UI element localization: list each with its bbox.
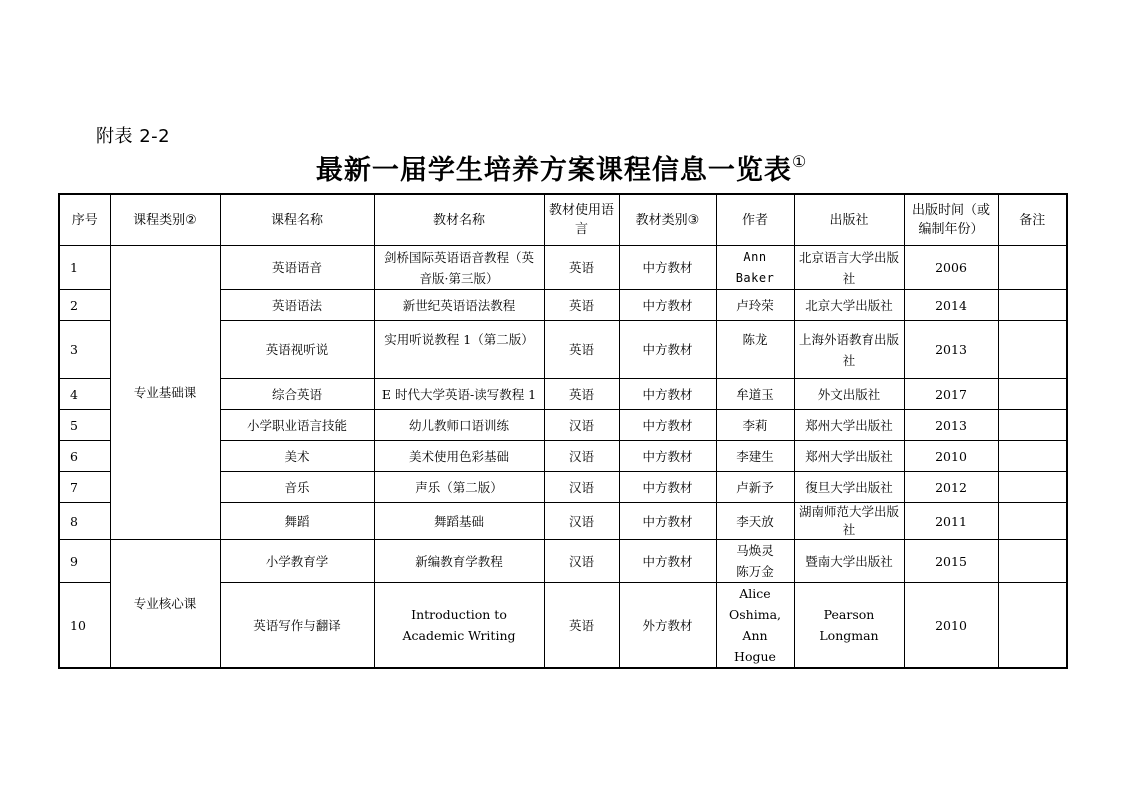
- cell-seq: 6: [59, 441, 110, 472]
- cell-textbook: Introduction to Academic Writing: [374, 583, 544, 669]
- cell-course: 综合英语: [220, 379, 374, 410]
- cell-note: [998, 321, 1067, 379]
- cell-seq: 1: [59, 246, 110, 290]
- title-text: 最新一届学生培养方案课程信息一览表: [315, 155, 792, 186]
- table-row: [59, 540, 1067, 583]
- cell-seq: 8: [59, 503, 110, 540]
- cell-type: 中方教材: [619, 290, 716, 321]
- cell-publisher: 上海外语教育出版社: [794, 321, 904, 379]
- cell-year: 2010: [904, 441, 998, 472]
- cell-category-core: 专业核心课: [110, 540, 220, 669]
- cell-type: 外方教材: [619, 583, 716, 669]
- cell-publisher: 北京语言大学出版社: [794, 246, 904, 290]
- cell-author: 李莉: [716, 410, 794, 441]
- cell-textbook: 实用听说教程 1（第二版）: [374, 321, 544, 379]
- cell-year: 2013: [904, 410, 998, 441]
- cell-author: Alice Oshima, Ann Hogue: [716, 583, 794, 669]
- cell-publisher: 暨南大学出版社: [794, 540, 904, 583]
- header-author: 作者: [716, 194, 794, 246]
- cell-seq: 10: [59, 583, 110, 669]
- cell-language: 英语: [544, 321, 619, 379]
- cell-type: 中方教材: [619, 246, 716, 290]
- cell-course: 美术: [220, 441, 374, 472]
- cell-year: 2011: [904, 503, 998, 540]
- cell-author: 马焕灵 陈万金: [716, 540, 794, 583]
- cell-category-basic: 专业基础课: [110, 246, 220, 540]
- cell-language: 汉语: [544, 410, 619, 441]
- cell-course: 英语写作与翻译: [220, 583, 374, 669]
- cell-textbook: 幼儿教师口语训练: [374, 410, 544, 441]
- cell-author: 李天放: [716, 503, 794, 540]
- header-seq: 序号: [59, 194, 110, 246]
- cell-textbook: 美术使用色彩基础: [374, 441, 544, 472]
- cell-publisher: 郑州大学出版社: [794, 441, 904, 472]
- cell-seq: 4: [59, 379, 110, 410]
- cell-note: [998, 503, 1067, 540]
- cell-textbook: 新世纪英语语法教程: [374, 290, 544, 321]
- cell-seq: 3: [59, 321, 110, 379]
- cell-note: [998, 540, 1067, 583]
- cell-note: [998, 583, 1067, 669]
- cell-year: 2012: [904, 472, 998, 503]
- cell-author: 卢玲荣: [716, 290, 794, 321]
- cell-course: 英语语法: [220, 290, 374, 321]
- cell-language: 英语: [544, 290, 619, 321]
- cell-textbook: 舞蹈基础: [374, 503, 544, 540]
- caption: 附表 2-2: [96, 126, 171, 147]
- cell-type: 中方教材: [619, 472, 716, 503]
- cell-seq: 2: [59, 290, 110, 321]
- cell-course: 英语语音: [220, 246, 374, 290]
- cell-course: 音乐: [220, 472, 374, 503]
- cell-textbook: 新编教育学教程: [374, 540, 544, 583]
- cell-course: 舞蹈: [220, 503, 374, 540]
- cell-type: 中方教材: [619, 321, 716, 379]
- page-title: [0, 148, 1123, 187]
- cell-language: 英语: [544, 246, 619, 290]
- table-header-row: [59, 194, 1067, 246]
- cell-textbook: 声乐（第二版）: [374, 472, 544, 503]
- cell-publisher: 北京大学出版社: [794, 290, 904, 321]
- cell-type: 中方教材: [619, 410, 716, 441]
- cell-type: 中方教材: [619, 379, 716, 410]
- cell-course: 小学职业语言技能: [220, 410, 374, 441]
- cell-year: 2006: [904, 246, 998, 290]
- header-course: 课程名称: [220, 194, 374, 246]
- cell-type: 中方教材: [619, 540, 716, 583]
- table-row: [59, 246, 1067, 290]
- header-textbook: 教材名称: [374, 194, 544, 246]
- header-category: 课程类别②: [110, 194, 220, 246]
- cell-language: 汉语: [544, 503, 619, 540]
- header-language: 教材使用语言: [544, 194, 619, 246]
- cell-year: 2013: [904, 321, 998, 379]
- cell-author: 李建生: [716, 441, 794, 472]
- cell-language: 汉语: [544, 441, 619, 472]
- cell-language: 汉语: [544, 540, 619, 583]
- cell-seq: 5: [59, 410, 110, 441]
- header-note: 备注: [998, 194, 1067, 246]
- cell-year: 2014: [904, 290, 998, 321]
- course-info-table: [58, 193, 1068, 669]
- header-publisher: 出版社: [794, 194, 904, 246]
- cell-note: [998, 410, 1067, 441]
- cell-year: 2017: [904, 379, 998, 410]
- cell-year: 2015: [904, 540, 998, 583]
- cell-author: 牟道玉: [716, 379, 794, 410]
- cell-language: 汉语: [544, 472, 619, 503]
- cell-author: 陈龙: [716, 321, 794, 379]
- cell-language: 英语: [544, 583, 619, 669]
- cell-course: 小学教育学: [220, 540, 374, 583]
- cell-publisher: Pearson Longman: [794, 583, 904, 669]
- title-footnote-mark: ①: [791, 152, 808, 171]
- cell-note: [998, 441, 1067, 472]
- cell-seq: 9: [59, 540, 110, 583]
- cell-seq: 7: [59, 472, 110, 503]
- cell-type: 中方教材: [619, 441, 716, 472]
- cell-note: [998, 472, 1067, 503]
- cell-publisher: 湖南师范大学出版社: [794, 503, 904, 540]
- header-year: 出版时间（或编制年份）: [904, 194, 998, 246]
- cell-textbook: E 时代大学英语-读写教程 1: [374, 379, 544, 410]
- cell-publisher: 郑州大学出版社: [794, 410, 904, 441]
- cell-textbook: 剑桥国际英语语音教程（英音版·第三版）: [374, 246, 544, 290]
- cell-year: 2010: [904, 583, 998, 669]
- cell-note: [998, 290, 1067, 321]
- cell-note: [998, 379, 1067, 410]
- header-type: 教材类别③: [619, 194, 716, 246]
- cell-language: 英语: [544, 379, 619, 410]
- cell-note: [998, 246, 1067, 290]
- cell-author: 卢新予: [716, 472, 794, 503]
- cell-publisher: 復旦大学出版社: [794, 472, 904, 503]
- cell-course: 英语视听说: [220, 321, 374, 379]
- cell-author: Ann Baker: [716, 246, 794, 290]
- cell-type: 中方教材: [619, 503, 716, 540]
- cell-publisher: 外文出版社: [794, 379, 904, 410]
